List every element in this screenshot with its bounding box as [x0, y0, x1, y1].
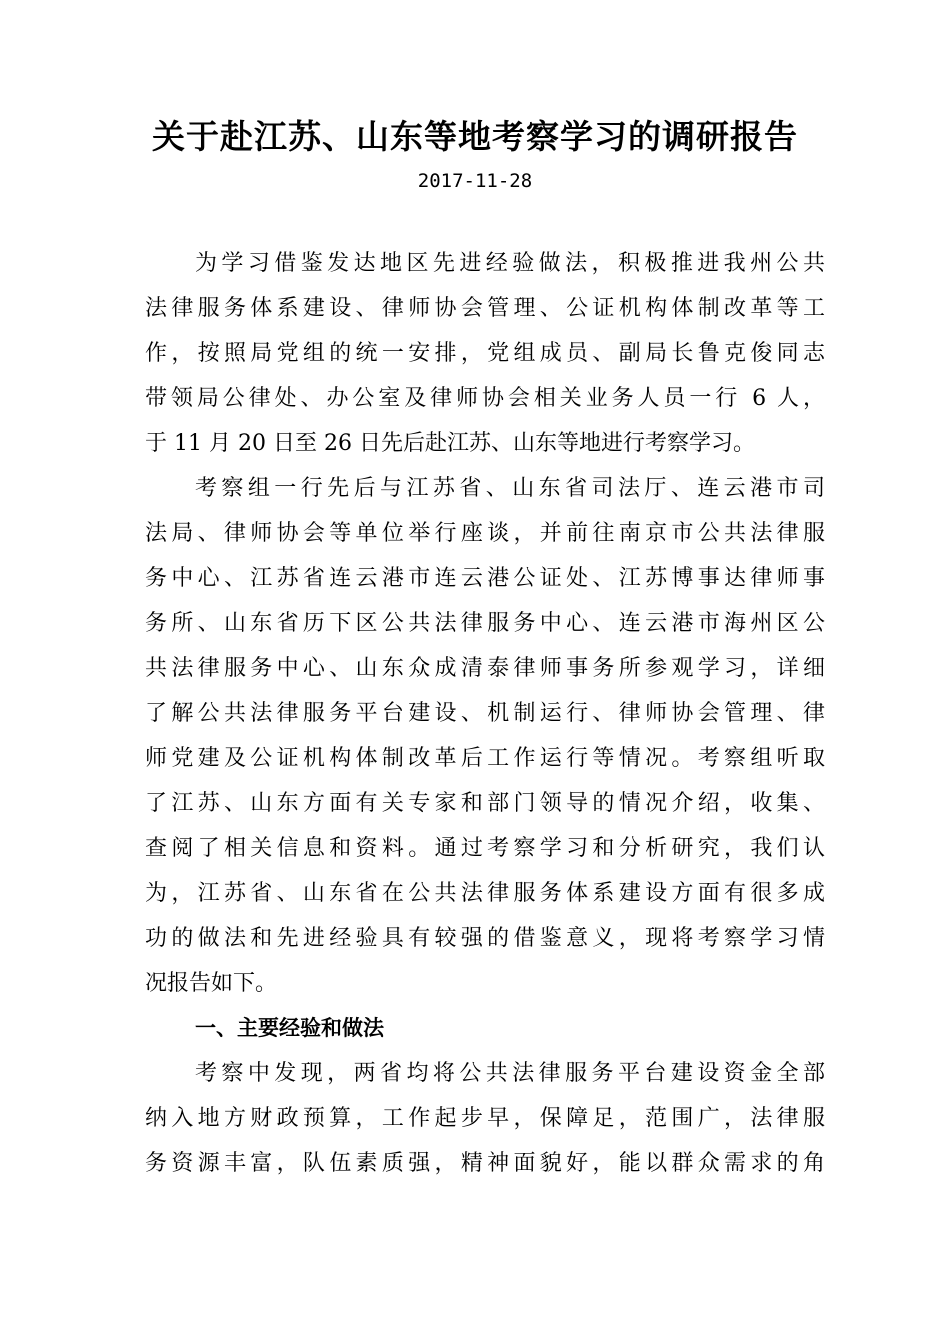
paragraph-2-line-12: 况报告如下。 [145, 971, 278, 996]
paragraph-3-line-1: 考察中发现，两省均将公共法律服务平台建设资金全部 [195, 1061, 825, 1086]
paragraph-1-line-4: 带领局公律处、办公室及律师协会相关业务人员一行 6 人， [145, 386, 825, 411]
paragraph-3-line-3: 务资源丰富，队伍素质强，精神面貌好，能以群众需求的角 [145, 1151, 825, 1176]
paragraph-2-line-8: 了江苏、山东方面有关专家和部门领导的情况介绍，收集、 [145, 791, 825, 816]
paragraph-2-line-5: 共法律服务中心、山东众成清泰律师事务所参观学习，详细 [145, 656, 825, 681]
paragraph-1-line-2: 法律服务体系建设、律师协会管理、公证机构体制改革等工 [145, 296, 825, 321]
document-title: 关于赴江苏、山东等地考察学习的调研报告 [152, 117, 798, 156]
paragraph-2-line-2: 法局、律师协会等单位举行座谈，并前往南京市公共法律服 [145, 521, 825, 546]
paragraph-2-line-11: 功的做法和先进经验具有较强的借鉴意义，现将考察学习情 [145, 926, 825, 951]
document-date: 2017-11-28 [417, 170, 533, 192]
paragraph-2-line-1: 考察组一行先后与江苏省、山东省司法厅、连云港市司 [195, 476, 825, 501]
paragraph-2-line-4: 务所、山东省历下区公共法律服务中心、连云港市海州区公 [145, 611, 825, 636]
paragraph-1-line-5: 于 11 月 20 日至 26 日先后赴江苏、山东等地进行考察学习。 [145, 431, 755, 456]
paragraph-3-line-2: 纳入地方财政预算，工作起步早，保障足，范围广，法律服 [145, 1106, 825, 1131]
document-body [145, 241, 825, 1186]
section-heading: 一、主要经验和做法 [195, 1016, 384, 1040]
paragraph-1-line-3: 作，按照局党组的统一安排，党组成员、副局长鲁克俊同志 [145, 341, 825, 366]
paragraph-2-line-9: 查阅了相关信息和资料。通过考察学习和分析研究，我们认 [145, 836, 825, 861]
paragraph-2-line-6: 了解公共法律服务平台建设、机制运行、律师协会管理、律 [145, 701, 825, 726]
paragraph-2-line-10: 为，江苏省、山东省在公共法律服务体系建设方面有很多成 [145, 881, 825, 906]
paragraph-2-line-3: 务中心、江苏省连云港市连云港公证处、江苏博事达律师事 [145, 566, 825, 591]
paragraph-1-line-1: 为学习借鉴发达地区先进经验做法，积极推进我州公共 [195, 251, 825, 276]
paragraph-2-line-7: 师党建及公证机构体制改革后工作运行等情况。考察组听取 [145, 746, 825, 771]
